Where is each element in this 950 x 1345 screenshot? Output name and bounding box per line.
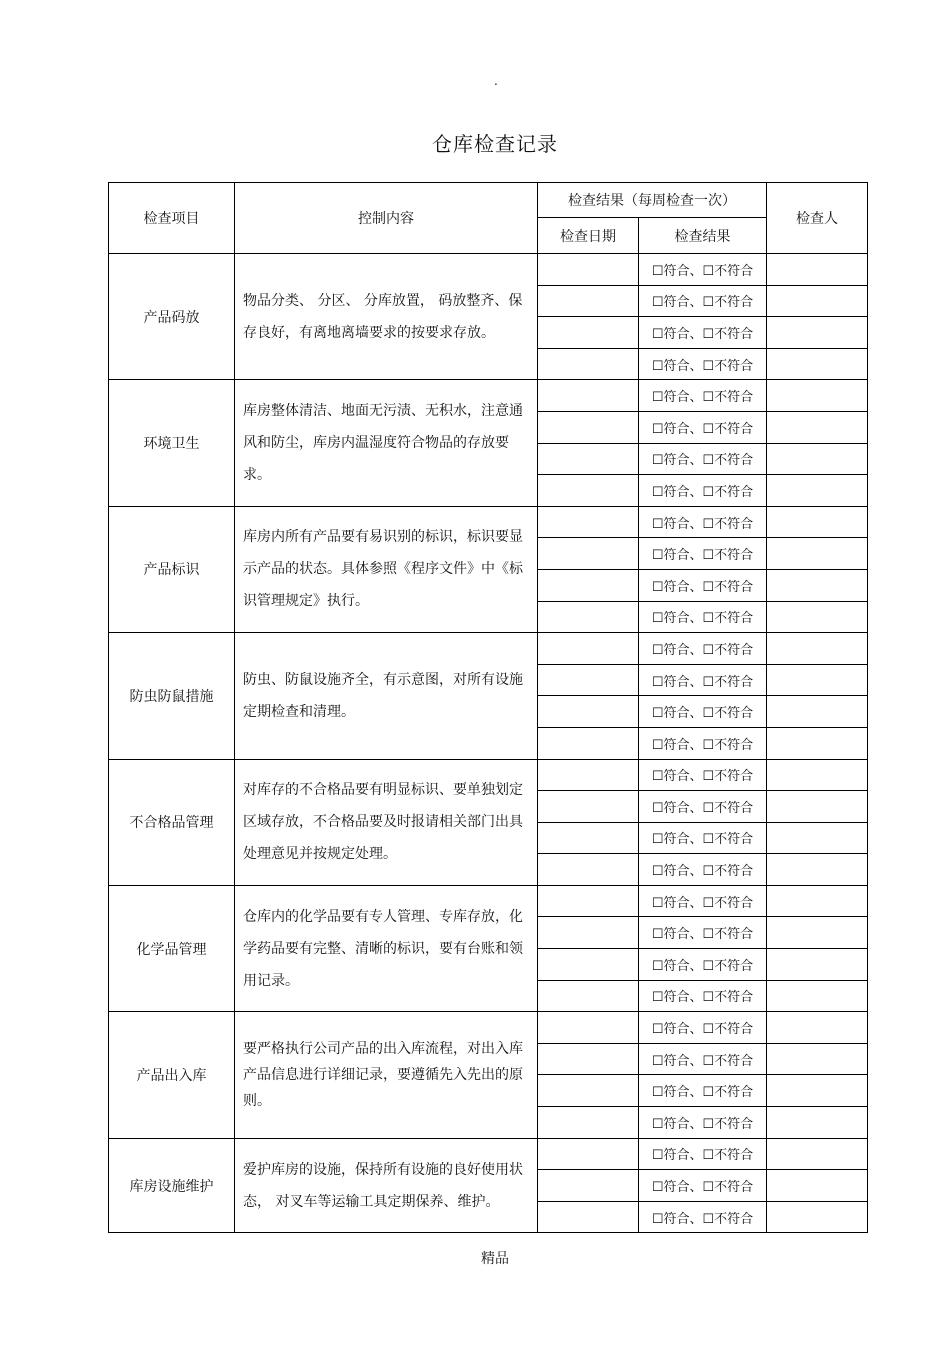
inspector-cell[interactable] (767, 1201, 868, 1233)
check-date-cell[interactable] (538, 885, 639, 917)
inspection-table (108, 182, 868, 1233)
check-date-cell[interactable] (538, 791, 639, 823)
footer-text: 精品 (481, 1251, 509, 1267)
check-date-cell[interactable] (538, 475, 639, 507)
inspector-cell[interactable] (767, 601, 868, 633)
table-row (109, 380, 868, 412)
inspector-cell[interactable] (767, 1138, 868, 1170)
check-result-options[interactable]: ☐符合、☐不符合 (639, 727, 767, 759)
control-content: 防虫、防鼠设施齐全，有示意图，对所有设施定期检查和清理。 (235, 633, 538, 759)
check-result-options[interactable]: ☐符合、☐不符合 (639, 506, 767, 538)
control-content: 对库存的不合格品要有明显标识、要单独划定区域存放，不合格品要及时报请相关部门出具处理意见并按规定处理。 (235, 759, 538, 885)
check-date-cell[interactable] (538, 1170, 639, 1202)
check-result-options[interactable]: ☐符合、☐不符合 (639, 380, 767, 412)
header-inspector: 检查人 (767, 183, 868, 254)
check-result-options[interactable]: ☐符合、☐不符合 (639, 822, 767, 854)
inspector-cell[interactable] (767, 885, 868, 917)
check-date-cell[interactable] (538, 854, 639, 886)
check-result-options[interactable]: ☐符合、☐不符合 (639, 633, 767, 665)
check-date-cell[interactable] (538, 633, 639, 665)
inspector-cell[interactable] (767, 1107, 868, 1139)
table-row (109, 254, 868, 286)
check-date-cell[interactable] (538, 601, 639, 633)
inspector-cell[interactable] (767, 538, 868, 570)
check-date-cell[interactable] (538, 317, 639, 349)
check-result-options[interactable]: ☐符合、☐不符合 (639, 1107, 767, 1139)
check-result-options[interactable]: ☐符合、☐不符合 (639, 538, 767, 570)
inspector-cell[interactable] (767, 1043, 868, 1075)
check-result-options[interactable]: ☐符合、☐不符合 (639, 254, 767, 286)
check-date-cell[interactable] (538, 1043, 639, 1075)
check-date-cell[interactable] (538, 980, 639, 1012)
header-item: 检查项目 (109, 183, 235, 254)
inspector-cell[interactable] (767, 727, 868, 759)
check-date-cell[interactable] (538, 1107, 639, 1139)
control-content: 仓库内的化学品要有专人管理、专库存放，化学药品要有完整、清晰的标识，要有台账和领用记录。 (235, 885, 538, 1011)
control-content: 库房内所有产品要有易识别的标识，标识要显示产品的状态。具体参照《程序文件》中《标识管理规定》执行。 (235, 506, 538, 632)
check-date-cell[interactable] (538, 380, 639, 412)
check-result-options[interactable]: ☐符合、☐不符合 (639, 1075, 767, 1107)
header-date: 检查日期 (538, 218, 639, 254)
control-content: 爱护库房的设施，保持所有设施的良好使用状态， 对叉车等运输工具定期保养、维护。 (235, 1138, 538, 1233)
table-row (109, 1138, 868, 1170)
inspector-cell[interactable] (767, 696, 868, 728)
check-result-options[interactable]: ☐符合、☐不符合 (639, 664, 767, 696)
inspector-cell[interactable] (767, 506, 868, 538)
inspector-cell[interactable] (767, 791, 868, 823)
check-date-cell[interactable] (538, 411, 639, 443)
check-date-cell[interactable] (538, 443, 639, 475)
inspector-cell[interactable] (767, 664, 868, 696)
check-date-cell[interactable] (538, 1138, 639, 1170)
check-result-options[interactable]: ☐符合、☐不符合 (639, 917, 767, 949)
inspector-cell[interactable] (767, 285, 868, 317)
check-date-cell[interactable] (538, 696, 639, 728)
check-item: 防虫防鼠措施 (109, 633, 235, 759)
inspector-cell[interactable] (767, 854, 868, 886)
check-result-options[interactable]: ☐符合、☐不符合 (639, 980, 767, 1012)
check-item: 产品标识 (109, 506, 235, 632)
control-content: 要严格执行公司产品的出入库流程，对出入库产品信息进行详细记录，要遵循先入先出的原则。 (235, 1012, 538, 1138)
inspector-cell[interactable] (767, 380, 868, 412)
check-result-options[interactable]: ☐符合、☐不符合 (639, 348, 767, 380)
control-content: 物品分类、 分区、 分库放置， 码放整齐、保存良好，有离地离墙要求的按要求存放。 (235, 254, 538, 380)
table-row (109, 633, 868, 665)
header-content: 控制内容 (235, 183, 538, 254)
table-row (109, 885, 868, 917)
check-date-cell[interactable] (538, 538, 639, 570)
check-result-options[interactable]: ☐符合、☐不符合 (639, 569, 767, 601)
check-result-options[interactable]: ☐符合、☐不符合 (639, 1201, 767, 1233)
table-row (109, 506, 868, 538)
check-result-options[interactable]: ☐符合、☐不符合 (639, 949, 767, 981)
check-date-cell[interactable] (538, 759, 639, 791)
table-row (109, 759, 868, 791)
check-result-options[interactable]: ☐符合、☐不符合 (639, 696, 767, 728)
inspector-cell[interactable] (767, 569, 868, 601)
check-date-cell[interactable] (538, 285, 639, 317)
check-date-cell[interactable] (538, 917, 639, 949)
check-item: 化学品管理 (109, 885, 235, 1011)
check-date-cell[interactable] (538, 822, 639, 854)
header-result: 检查结果 (639, 218, 767, 254)
check-date-cell[interactable] (538, 664, 639, 696)
check-result-options[interactable]: ☐符合、☐不符合 (639, 1043, 767, 1075)
inspector-cell[interactable] (767, 822, 868, 854)
check-result-options[interactable]: ☐符合、☐不符合 (639, 285, 767, 317)
check-result-options[interactable]: ☐符合、☐不符合 (639, 411, 767, 443)
check-date-cell[interactable] (538, 949, 639, 981)
check-item: 产品码放 (109, 254, 235, 380)
inspector-cell[interactable] (767, 1075, 868, 1107)
inspector-cell[interactable] (767, 759, 868, 791)
inspector-cell[interactable] (767, 1170, 868, 1202)
control-content: 库房整体清洁、地面无污渍、无积水，注意通风和防尘，库房内温湿度符合物品的存放要求。 (235, 380, 538, 506)
check-result-options[interactable]: ☐符合、☐不符合 (639, 791, 767, 823)
inspector-cell[interactable] (767, 254, 868, 286)
check-result-options[interactable]: ☐符合、☐不符合 (639, 601, 767, 633)
check-result-options[interactable]: ☐符合、☐不符合 (639, 759, 767, 791)
table-row (109, 1012, 868, 1044)
check-result-options[interactable]: ☐符合、☐不符合 (639, 1012, 767, 1044)
header-mark: . (494, 74, 498, 88)
table-body (109, 254, 868, 1233)
check-item: 产品出入库 (109, 1012, 235, 1138)
check-date-cell[interactable] (538, 1012, 639, 1044)
check-result-options[interactable]: ☐符合、☐不符合 (639, 1138, 767, 1170)
check-result-options[interactable]: ☐符合、☐不符合 (639, 854, 767, 886)
check-result-options[interactable]: ☐符合、☐不符合 (639, 317, 767, 349)
check-result-options[interactable]: ☐符合、☐不符合 (639, 443, 767, 475)
inspector-cell[interactable] (767, 348, 868, 380)
inspector-cell[interactable] (767, 1012, 868, 1044)
check-result-options[interactable]: ☐符合、☐不符合 (639, 475, 767, 507)
inspector-cell[interactable] (767, 411, 868, 443)
inspector-cell[interactable] (767, 949, 868, 981)
page-title: 仓库检查记录 (432, 132, 558, 156)
inspector-cell[interactable] (767, 917, 868, 949)
header-results-group: 检查结果（每周检查一次） (538, 183, 767, 218)
check-item: 不合格品管理 (109, 759, 235, 885)
check-date-cell[interactable] (538, 506, 639, 538)
check-date-cell[interactable] (538, 727, 639, 759)
check-item: 库房设施维护 (109, 1138, 235, 1233)
check-item: 环境卫生 (109, 380, 235, 506)
check-date-cell[interactable] (538, 348, 639, 380)
inspector-cell[interactable] (767, 980, 868, 1012)
check-result-options[interactable]: ☐符合、☐不符合 (639, 1170, 767, 1202)
check-result-options[interactable]: ☐符合、☐不符合 (639, 885, 767, 917)
inspector-cell[interactable] (767, 443, 868, 475)
check-date-cell[interactable] (538, 1201, 639, 1233)
check-date-cell[interactable] (538, 1075, 639, 1107)
check-date-cell[interactable] (538, 254, 639, 286)
inspector-cell[interactable] (767, 475, 868, 507)
inspector-cell[interactable] (767, 633, 868, 665)
check-date-cell[interactable] (538, 569, 639, 601)
inspector-cell[interactable] (767, 317, 868, 349)
